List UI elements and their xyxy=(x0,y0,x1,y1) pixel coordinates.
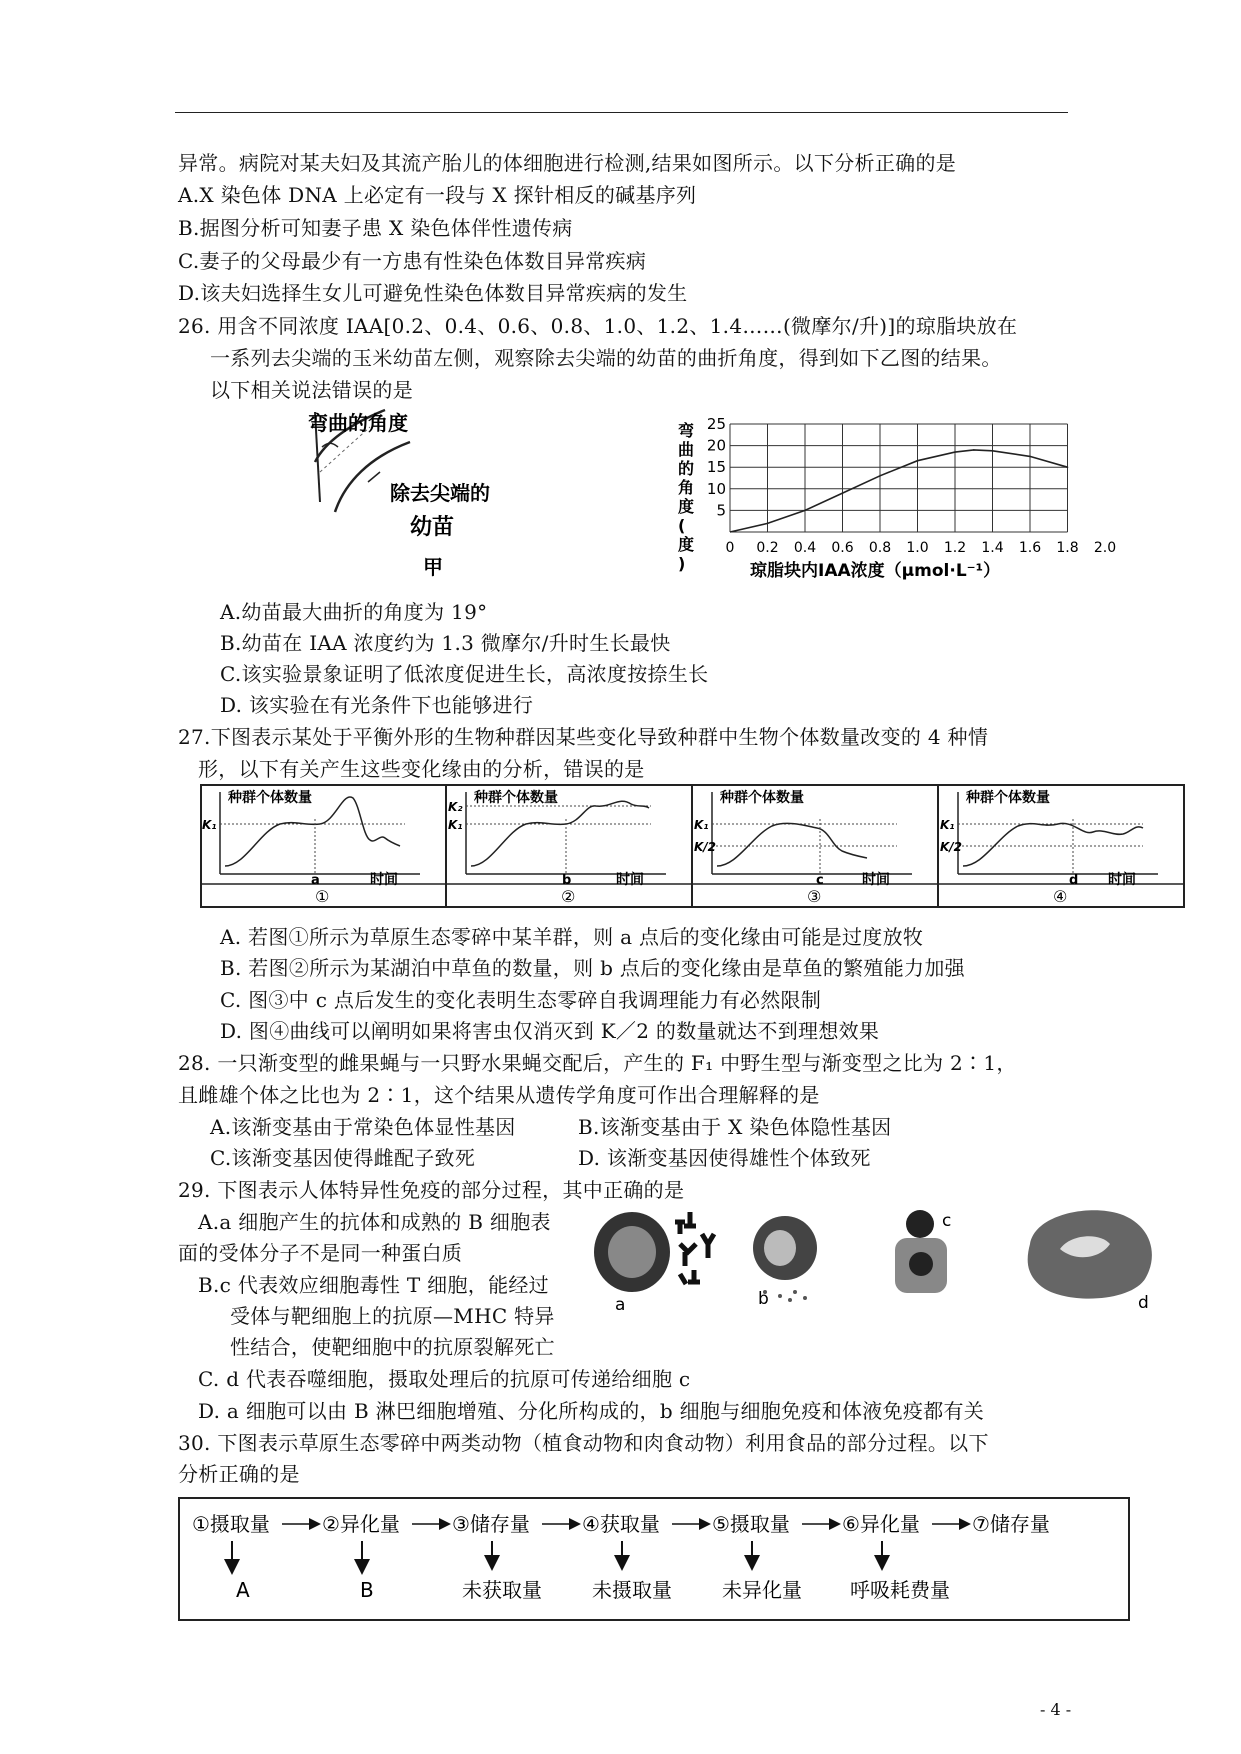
chart-ylabel-char: 度 xyxy=(678,497,695,516)
question-29: 29. 下图表示人体特异性免疫的部分过程，其中正确的是 xyxy=(178,1178,685,1202)
question-30: 30. 下图表示草原生态零碎中两类动物（植食动物和肉食动物）利用食品的部分过程。以下 xyxy=(178,1431,989,1455)
chart-ylabel-char: 度 xyxy=(678,535,695,554)
panel-ylabel: 种群个体数量 xyxy=(474,790,558,806)
chart-point xyxy=(1029,456,1031,458)
text-line: 形，以下有关产生这些变化缘由的分析，错误的是 xyxy=(198,757,645,781)
chart-ytick-label: 15 xyxy=(706,458,726,477)
text-line: 面的受体分子不是同一种蛋白质 xyxy=(178,1241,463,1265)
figure-27 xyxy=(200,784,1185,908)
panel-curve xyxy=(717,823,867,866)
text-line: 分析正确的是 xyxy=(178,1462,300,1486)
panel-curve xyxy=(471,801,649,866)
panel-k-label: K₁ xyxy=(940,818,955,832)
fig26-label-angle: 弯曲的角度 xyxy=(308,411,408,435)
text-line: 异常。病院对某夫妇及其流产胎儿的体细胞进行检测,结果如图所示。以下分析正确的是 xyxy=(178,151,957,175)
chart-ylabel-char: 弯 xyxy=(678,421,695,440)
chart-ylabel-char: 的 xyxy=(678,459,695,478)
fig26-label-seedling2: 幼苗 xyxy=(410,515,455,540)
option-c: C.该实验景象证明了低浓度促进生长，高浓度按捺生长 xyxy=(220,662,709,686)
chart-ytick-label: 25 xyxy=(706,418,726,433)
option-b: B.该渐变基由于 X 染色体隐性基因 xyxy=(578,1115,892,1139)
option-a: A.该渐变基由于常染色体显性基因 xyxy=(210,1115,516,1139)
panel-xlabel: 时间 xyxy=(862,872,890,888)
chart-xlabel: 琼脂块内IAA浓度（μmol·L⁻¹） xyxy=(750,561,1001,581)
flow-step: ④获取量 xyxy=(582,1512,660,1536)
cell-d-image xyxy=(1028,1210,1152,1313)
chart-xtick-label: 0.8 xyxy=(868,540,892,556)
panel-curve xyxy=(225,797,400,866)
figure-26-left xyxy=(300,402,560,582)
label-d: d xyxy=(1138,1293,1149,1313)
panel-xlabel: 时间 xyxy=(616,872,644,888)
panel-k-label: K₂ xyxy=(448,800,463,814)
question-28: 28. 一只渐变型的雌果蝇与一只野水果蝇交配后，产生的 F₁ 中野生型与渐变型之比为 2∶1， xyxy=(178,1051,1017,1075)
fig26-caption: 甲 xyxy=(423,555,443,579)
panel-point-label: c xyxy=(816,873,824,888)
question-27: 27.下图表示某处于平衡外形的生物种群因某些变化导致种群中生物个体数量改变的 4 种情 xyxy=(178,725,989,749)
chart-point xyxy=(954,451,956,453)
chart-ylabel-char: 角 xyxy=(678,478,695,497)
question-26: 26. 用含不同浓度 IAA[0.2、0.4、0.6、0.8、1.0、1.2、1.4……(微摩尔/升)]的琼脂块放在 xyxy=(178,314,1018,338)
flow-step: ⑦储存量 xyxy=(972,1512,1050,1536)
option-c: C. d 代表吞噬细胞，摄取处理后的抗原可传递给细胞 c xyxy=(198,1367,691,1391)
chart-ytick-label: 20 xyxy=(706,436,726,455)
chart-xtick-label: 1.4 xyxy=(981,540,1004,556)
option-d: D. 该渐变基因使得雄性个体致死 xyxy=(578,1146,871,1170)
chart-ytick-label: 10 xyxy=(706,479,726,498)
chart-xtick-label: 1.0 xyxy=(906,540,929,556)
panel-xlabel: 时间 xyxy=(1108,872,1136,888)
chart-xtick-label: 0.6 xyxy=(831,540,854,556)
option-d: D.该夫妇选择生女儿可避免性染色体数目异常疾病的发生 xyxy=(178,281,688,305)
chart-xtick-label: 2.0 xyxy=(1093,540,1117,556)
chart-point xyxy=(767,523,769,525)
flow-below: B xyxy=(360,1578,374,1602)
flow-step: ①摄取量 xyxy=(192,1512,270,1536)
option-a: A. 若图①所示为草原生态零碎中某羊群，则 a 点后的变化缘由可能是过度放牧 xyxy=(220,925,924,949)
panel-point-label: a xyxy=(311,873,320,888)
panel-k-label: K₁ xyxy=(448,818,463,832)
chart-xtick-label: 1.8 xyxy=(1056,540,1079,556)
panel-ylabel: 种群个体数量 xyxy=(966,790,1050,806)
text-line: 受体与靶细胞上的抗原—MHC 特异 xyxy=(230,1304,555,1328)
chart-point xyxy=(1067,466,1069,468)
chart-point xyxy=(973,449,975,451)
option-c: C.该渐变基因使得雌配子致死 xyxy=(210,1146,476,1170)
fig26-label-seedling: 除去尖端的 xyxy=(390,481,490,505)
option-b: B. 若图②所示为某湖泊中草鱼的数量，则 b 点后的变化缘由是草鱼的繁殖能力加强 xyxy=(220,956,965,980)
label-b: b xyxy=(758,1289,769,1309)
panel-caption: ④ xyxy=(1053,887,1068,906)
panel-k-label: K₁ xyxy=(694,818,709,832)
chart-point xyxy=(879,475,881,477)
chart-point xyxy=(992,450,994,452)
chart-ylabel-char: ( xyxy=(678,516,686,535)
figure-26-chart xyxy=(670,418,1130,588)
option-d: D. 图④曲线可以阐明如果将害虫仅消灭到 K／2 的数量就达不到理想效果 xyxy=(220,1019,880,1043)
option-a: A.X 染色体 DNA 上必定有一段与 X 探针相反的碱基序列 xyxy=(178,183,697,207)
panel-point-label: b xyxy=(562,873,572,888)
option-d: D. 该实验在有光条件下也能够进行 xyxy=(220,693,534,717)
flow-step: ⑥异化量 xyxy=(842,1512,920,1536)
option-a: A.幼苗最大曲折的角度为 19° xyxy=(220,600,488,624)
text-line: 以下相关说法错误的是 xyxy=(210,378,413,402)
option-b: B.幼苗在 IAA 浓度约为 1.3 微摩尔/升时生长最快 xyxy=(220,631,671,655)
flow-step: ⑤摄取量 xyxy=(712,1512,790,1536)
chart-point xyxy=(917,460,919,462)
panel-caption: ① xyxy=(315,887,330,906)
chart-xtick-label: 1.2 xyxy=(943,540,967,556)
flow-below: 未异化量 xyxy=(722,1578,802,1602)
chart-xtick-label: 0.2 xyxy=(756,540,779,556)
flow-step: ②异化量 xyxy=(322,1512,400,1536)
chart-xtick-label: 0 xyxy=(725,540,735,556)
option-b: B.c 代表效应细胞毒性 T 细胞，能经过 xyxy=(198,1273,549,1297)
chart-series-line xyxy=(730,450,1068,532)
header-rule xyxy=(175,112,1068,113)
chart-ytick-label: 5 xyxy=(716,501,726,520)
option-c: C. 图③中 c 点后发生的变化表明生态零碎自我调理能力有必然限制 xyxy=(220,988,822,1012)
flow-step: ③储存量 xyxy=(452,1512,530,1536)
label-c: c xyxy=(942,1211,952,1231)
cell-b-image xyxy=(753,1216,817,1309)
chart-ylabel-char: ) xyxy=(678,554,686,573)
panel-caption: ③ xyxy=(807,887,822,906)
flow-below: 呼吸耗费量 xyxy=(850,1578,950,1602)
option-d: D. a 细胞可以由 B 淋巴细胞增殖、分化所构成的，b 细胞与细胞免疫和体液免疫都有关 xyxy=(198,1399,985,1423)
chart-ylabel-char: 曲 xyxy=(678,440,695,459)
flow-below: 未获取量 xyxy=(462,1578,542,1602)
panel-ylabel: 种群个体数量 xyxy=(228,790,312,806)
panel-curve xyxy=(963,823,1143,866)
figure-30-flow xyxy=(180,1499,1128,1619)
chart-xtick-label: 0.4 xyxy=(793,540,817,556)
flow-below: 未摄取量 xyxy=(592,1578,672,1602)
figure-30-box xyxy=(178,1497,1130,1621)
panel-k-label: K/2 xyxy=(940,840,963,854)
label-a: a xyxy=(615,1295,626,1314)
cell-c-image xyxy=(895,1210,951,1293)
cell-a-image xyxy=(594,1212,714,1314)
option-b: B.据图分析可知妻子患 X 染色体伴性遗传病 xyxy=(178,216,573,240)
figure-29 xyxy=(590,1204,1170,1314)
chart-xtick-label: 1.6 xyxy=(1018,540,1042,556)
option-c: C.妻子的父母最少有一方患有性染色体数目异常疾病 xyxy=(178,249,647,273)
panel-point-label: d xyxy=(1069,873,1079,888)
panel-ylabel: 种群个体数量 xyxy=(720,790,804,806)
panel-k-label: K/2 xyxy=(694,840,717,854)
text-line: 性结合，使靶细胞中的抗原裂解死亡 xyxy=(230,1335,555,1359)
page-number: - 4 - xyxy=(1040,1700,1072,1719)
panel-xlabel: 时间 xyxy=(370,872,398,888)
panel-caption: ② xyxy=(561,887,576,906)
chart-point xyxy=(804,510,806,512)
chart-point xyxy=(842,492,844,494)
option-a: A.a 细胞产生的抗体和成熟的 B 细胞表 xyxy=(198,1210,551,1234)
panel-k-label: K₁ xyxy=(202,818,217,832)
flow-below: A xyxy=(236,1578,250,1602)
text-line: 一系列去尖端的玉米幼苗左侧，观察除去尖端的幼苗的曲折角度，得到如下乙图的结果。 xyxy=(210,346,1002,370)
text-line: 且雌雄个体之比也为 2∶1，这个结果从遗传学角度可作出合理解释的是 xyxy=(178,1083,820,1107)
